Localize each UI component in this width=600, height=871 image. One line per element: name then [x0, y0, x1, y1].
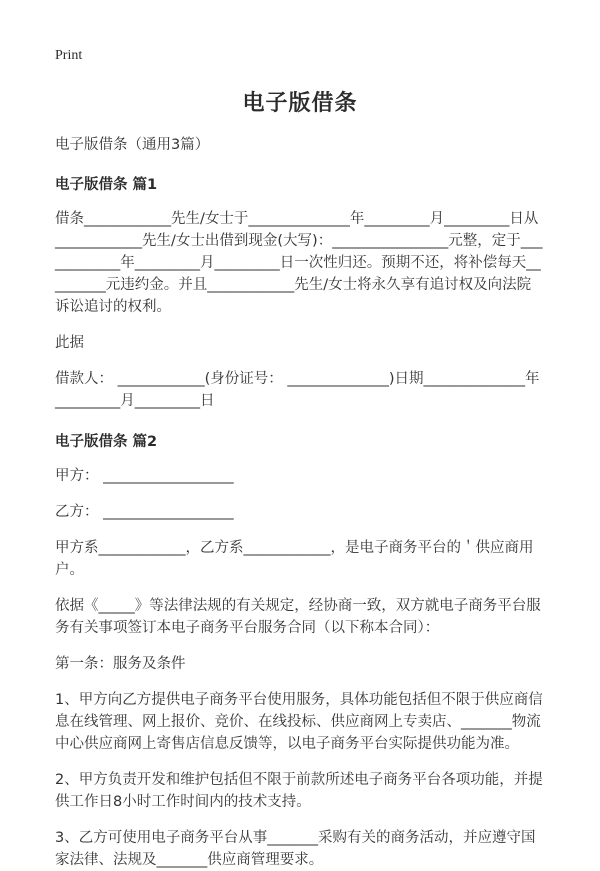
section-2-article-1-title: 第一条：服务及条件 [55, 656, 186, 672]
print-button[interactable]: Print [55, 48, 83, 63]
section-1-paragraph-cizhu: 此据 [55, 335, 84, 351]
section-2-legal-basis: 依据《_____》等法律法规的有关规定，经协商一致，双方就电子商务平台服务有关事项签订本电子商务平台服务合同（以下称本合同）： [55, 598, 541, 636]
section-2-party-a-line: 甲方： __________________ [55, 468, 234, 484]
section-2-parties-description: 甲方系____________，乙方系____________，是电子商务平台的＇供应商用户。 [55, 540, 534, 578]
section-2-party-b-line: 乙方： __________________ [55, 504, 234, 520]
section-2-heading: 电子版借条 篇2 [55, 434, 158, 450]
section-1-heading: 电子版借条 篇1 [55, 177, 158, 193]
section-2-clause-3: 3、乙方可使用电子商务平台从事_______采购有关的商务活动，并应遵守国家法律、法规及_______供应商管理要求。 [55, 830, 536, 868]
page-title: 电子版借条 [242, 91, 358, 116]
section-2-clause-1: 1、甲方向乙方提供电子商务平台使用服务，具体功能包括但不限于供应商信息在线管理、网上报价、竞价、在线投标、供应商网上专卖店、_______物流中心供应商网上寄售店信息反馈等，以电子商务平台实际提供功能为准。 [55, 692, 543, 752]
document-subtitle: 电子版借条（通用3篇） [55, 137, 210, 153]
section-1-paragraph-borrower-signature: 借款人： ____________(身份证号： ______________)日期______________年_________月_________日 [55, 371, 540, 409]
section-1-paragraph-iou-body: 借条____________先生/女士于______________年_________月_________日从____________先生/女士出借到现金(大写)：________________元整，定于____________年_________月_________日一次性归还。预期不还，将补偿每天_________元违约金。并且____________先生/女士将永久享有追讨权及向法院诉讼追讨的权利。 [55, 211, 543, 315]
section-2-clause-2: 2、甲方负责开发和维护包括但不限于前款所述电子商务平台各项功能，并提供工作日8小时工作时间内的技术支持。 [55, 772, 543, 810]
